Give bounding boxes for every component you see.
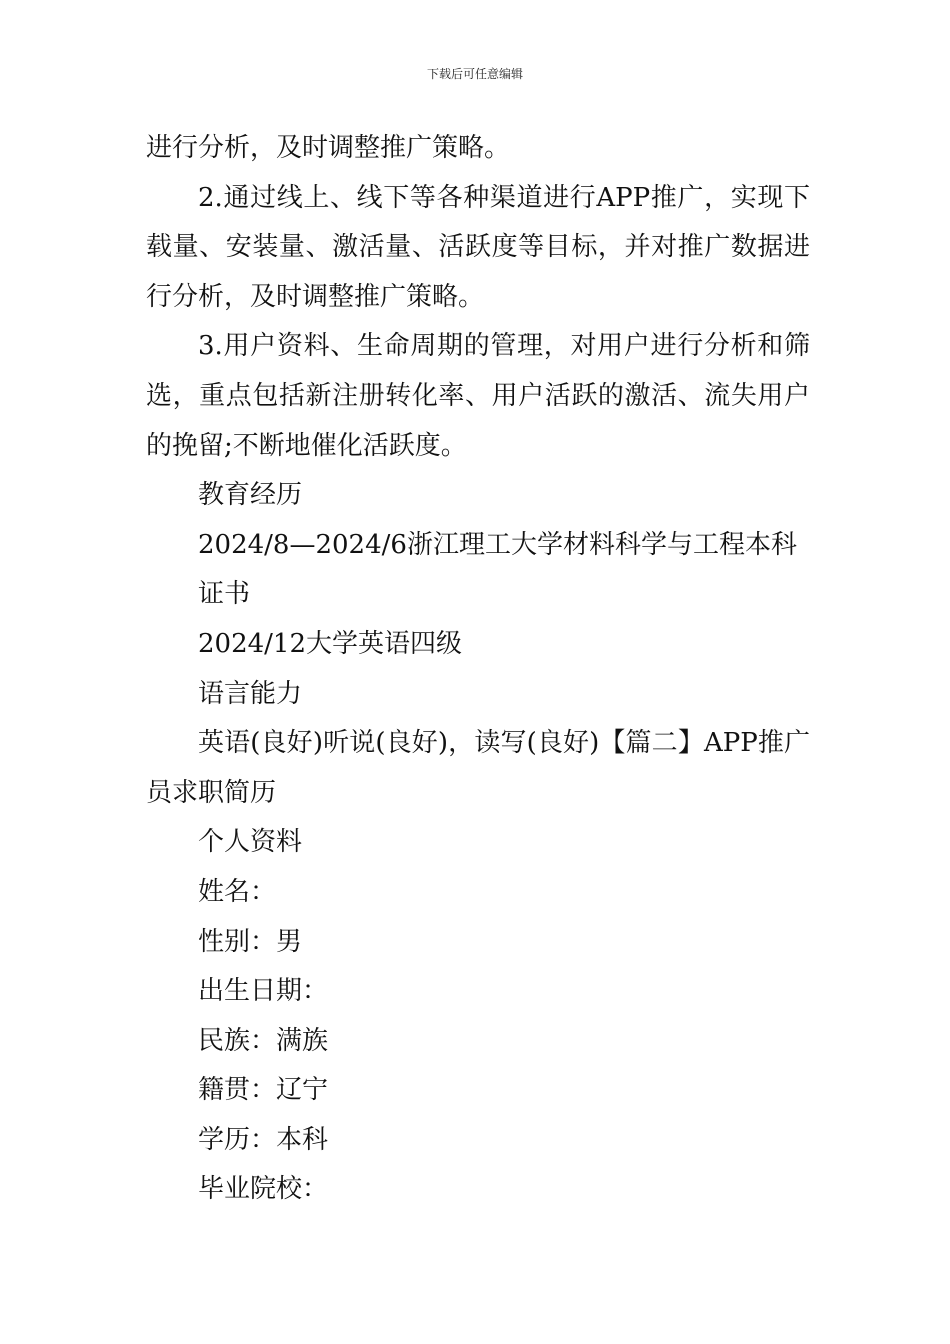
paragraph-continued-analysis: 进行分析，及时调整推广策略。 — [146, 133, 511, 163]
field-name: 姓名： — [198, 876, 277, 907]
section-heading-language: 语言能力 — [198, 678, 303, 709]
certificate-entry: 2024/12大学英语四级 — [198, 628, 463, 659]
document-body — [146, 124, 810, 1215]
paragraph-item-2: 2.通过线上、线下等各种渠道进行APP推广，实现下载量、安装量、激活量、活跃度等目标，并对推广数据进行分析，及时调整推广策略。 — [146, 182, 810, 312]
field-graduate-school: 毕业院校： — [198, 1174, 329, 1205]
section-heading-certificates: 证书 — [198, 579, 251, 610]
field-ethnicity: 民族：满族 — [198, 1025, 329, 1056]
section-heading-personal-info: 个人资料 — [198, 827, 303, 858]
field-gender: 性别：男 — [198, 926, 303, 957]
education-entry: 2024/8—2024/6浙江理工大学材料科学与工程本科 — [198, 529, 797, 560]
section-heading-education: 教育经历 — [198, 480, 303, 511]
page-header: 下载后可任意编辑 — [426, 67, 523, 81]
field-education-level: 学历：本科 — [198, 1124, 329, 1155]
paragraph-item-3: 3.用户资料、生命周期的管理，对用户进行分析和筛选，重点包括新注册转化率、用户活跃的激活、流失用户的挽留;不断地催化活跃度。 — [146, 331, 810, 461]
field-birth-date: 出生日期： — [198, 976, 329, 1007]
field-native-place: 籍贯：辽宁 — [198, 1075, 329, 1106]
language-entry: 英语(良好)听说(良好)，读写(良好)【篇二】APP推广员求职简历 — [146, 728, 810, 808]
